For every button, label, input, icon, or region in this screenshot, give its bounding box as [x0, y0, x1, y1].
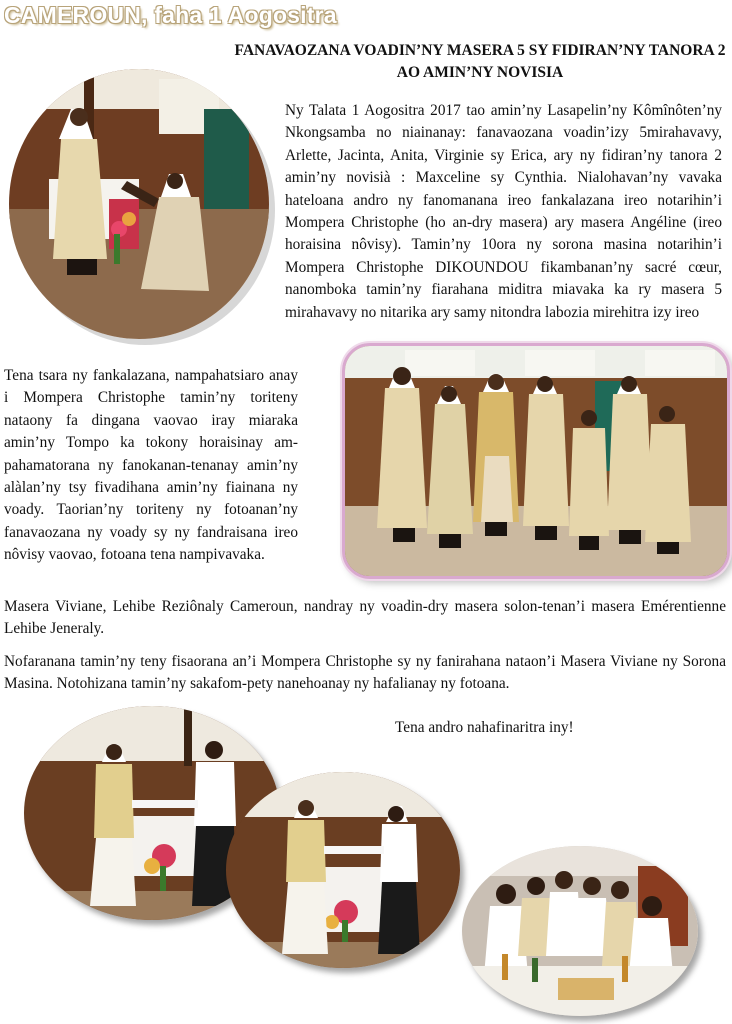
group-photo-sisters	[342, 343, 730, 579]
handshake-photo-2	[226, 772, 460, 968]
page-header: CAMEROUN, faha 1 Aogositra	[4, 2, 337, 28]
closing-line: Tena andro nahafinaritra iny!	[395, 719, 574, 736]
paragraph-3: Masera Viviane, Lehibe Reziônaly Cameroun, nandray ny voadin-dry masera solon-tenan’i masera Emérentienne Lehibe Jeneraly.	[4, 598, 726, 638]
paragraph-1: Ny Talata 1 Aogositra 2017 tao amin’ny Lasapelin’ny Kômînôten’ny Nkongsamba no niainanay: fanavaozana voadin’izy 5mirahavavy, Arlette, Jacinta, Anita, Virginie sy Erica, ary ny fidiran’ny tanora 2 amin’ny novisià : Maxceline sy Cynthia. Nialohavan’ny vavaka hateloana andro ny fanomanana ireo fankalazana ireo notarihin’i Mompera Christophe (ho an-dry masera) ary masera Angéline (ireo horaisina nôvisy). Tamin’ny 10ora ny sorona masina notarihin’i Mompera Christophe DIKOUNDOU fikambanan’ny sacré cœur, nanomboka tamin’ny fiarahana miditra miavaka ka ry masera 5 mirahavavy no nitarika ary samy nitondra labozia mirehitra izy ireo	[285, 102, 722, 321]
paragraph-2: Tena tsara ny fankalazana, nampahatsiaro anay i Mompera Christophe tamin’ny toriteny nataony fa dingana vaovao iray miaraka amin’ny Tompo ka tokony horaisinay am-pahamatorana ny fanokanan-tenanay amin’ny alàlan’ny tsy fivadihana amin’ny fiainana ny voady. Taorian’ny toriteny ny fotoanan’ny fanavaozana ny voady sy ny fandraisana ireo nôvisy vaovao, fotoana tena nampivavaka.	[4, 367, 298, 564]
vow-renewal-photo	[9, 69, 269, 339]
paragraph-4: Nofaranana tamin’ny teny fisaorana an’i Mompera Christophe sy ny fanirahana nataon’i Masera Viviane ny Sorona Masina. Notohizana tamin’ny sakafom-pety nanehoanay ny hafalianay ny fotoana.	[4, 653, 726, 693]
shared-meal-photo	[462, 846, 698, 1016]
article-title: FANAVAOZANA VOADIN’NY MASERA 5 SY FIDIRAN’NY TANORA 2 AO AMIN’NY NOVISIA	[234, 42, 726, 81]
